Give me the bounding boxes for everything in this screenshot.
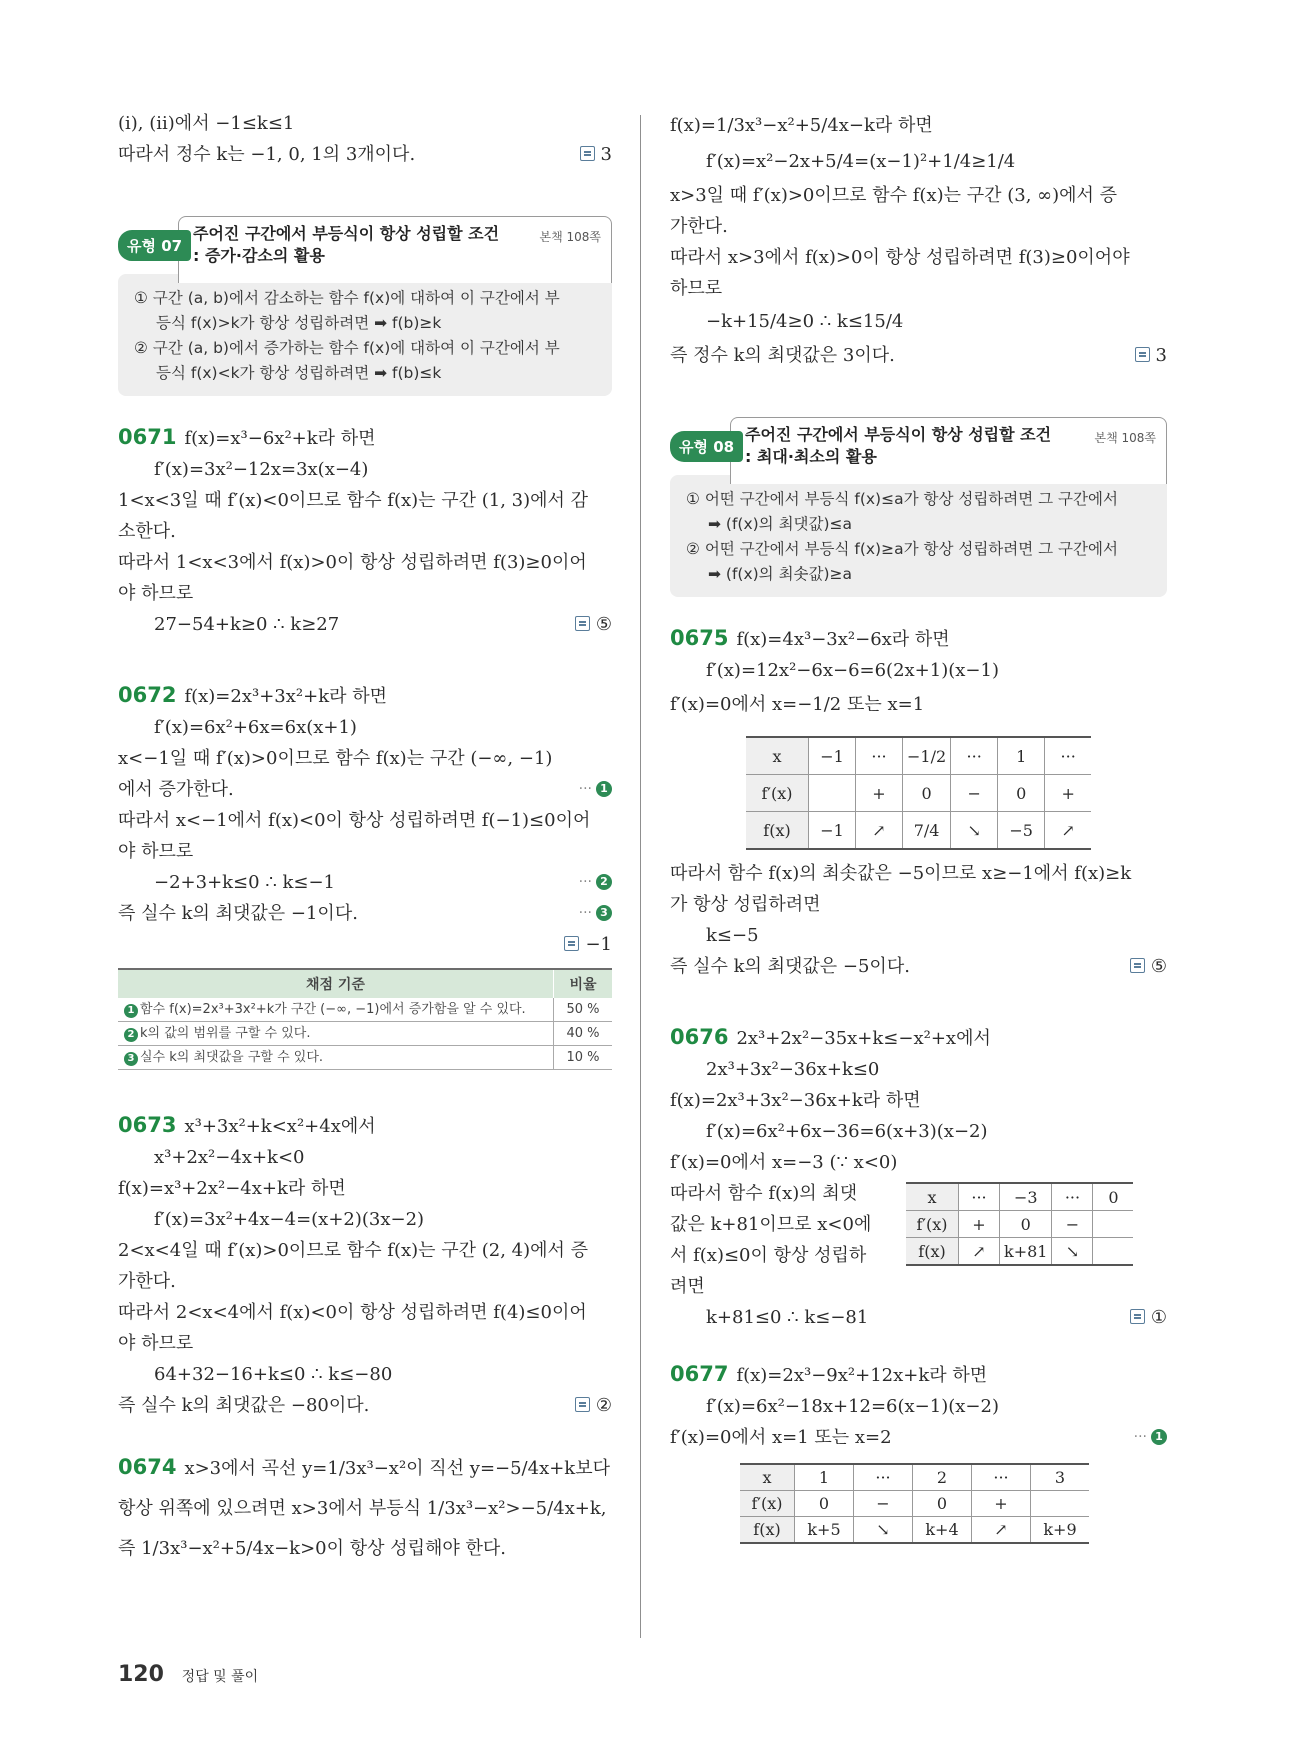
variation-table-0676 — [906, 1182, 1133, 1266]
table-row: f(x) −1 ↗ 7/4 ↘ −5 ↗ — [746, 812, 1091, 850]
step-mark-3: ··· 3 — [579, 898, 612, 929]
answer-0676: ① — [1130, 1302, 1167, 1333]
table-row: x ··· −3 ··· 0 — [906, 1183, 1133, 1211]
intro-line-1: (ⅰ), (ⅱ)에서 −1≤k≤1 — [118, 113, 295, 134]
problem-number: 0674 — [118, 1455, 177, 1479]
step-mark-1: ··· 1 — [579, 774, 612, 805]
type-07-box — [118, 216, 612, 396]
answer-0673: ② — [575, 1390, 612, 1421]
table-row: x −1 ··· −1/2 ··· 1 ··· — [746, 737, 1091, 775]
problem-number: 0673 — [118, 1113, 177, 1137]
answer-icon — [575, 616, 590, 631]
table-row: x 1 ··· 2 ··· 3 — [740, 1464, 1089, 1491]
problem-0674: 0674 x>3에서 곡선 y=1/3x³−x²이 직선 y=−5/4x+k보다 항상 위쪽에 있으려면 x>3에서 부등식 1/3x³−x²>−5/4x+k, 즉 1/3x³−x²+5/4x−k>0이 항상 성립해야 한다. — [118, 1455, 610, 1559]
problem-0674-continued: f(x)=1/3x³−x²+5/4x−k라 하면 f′(x)=x²−2x+5/4=(x−1)²+1/4≥1/4 x>3일 때 f′(x)>0이므로 함수 f(x)는 구간 (3, ∞)에서 증 가한다. 따라서 x>3에서 f(x)>0이 항상 성립하려면 f(3)≥0이어야 하므로 −k+15/4≥0 ∴ k≤15/4 즉 정수 k의 최댓값은 3이다. 3 — [670, 108, 1167, 371]
column-divider — [640, 115, 641, 1638]
variation-table-0677 — [740, 1463, 1089, 1544]
answer-0672: −1 — [564, 929, 612, 960]
answer-0671: ⑤ — [575, 609, 612, 640]
answer-icon — [580, 146, 595, 161]
left-column — [118, 108, 612, 1569]
answer-icon — [1130, 958, 1145, 973]
problem-number: 0676 — [670, 1025, 729, 1049]
page-footer — [118, 1662, 258, 1687]
problem-number: 0671 — [118, 425, 177, 449]
table-row: 3 실수 k의 최댓값을 구할 수 있다. 10 % — [118, 1046, 612, 1070]
answer-icon — [1135, 347, 1150, 362]
right-column — [670, 108, 1167, 1544]
type-07-badge: 유형 07 — [118, 230, 191, 261]
problem-number: 0677 — [670, 1362, 729, 1386]
type-08-body: ① 어떤 구간에서 부등식 f(x)≤a가 항상 성립하려면 그 구간에서 ➡ (f(x)의 최댓값)≤a ② 어떤 구간에서 부등식 f(x)≥a가 항상 성립하려면 그 구간에서 ➡ (f(x)의 최솟값)≥a — [670, 475, 1167, 597]
grading-table: 채점 기준 비율 1 함수 f(x)=2x³+3x²+k가 구간 (−∞, −1)에서 증가함을 알 수 있다. 50 % 2 k의 값의 범위를 구할 수 있다. 40 % 3 실수 k의 최댓값을 구할 수 있다. 10 % — [118, 968, 612, 1070]
page-number: 120 — [118, 1662, 164, 1687]
table-row: f′(x) 0 − 0 + — [740, 1491, 1089, 1517]
problem-0672: 0672 f(x)=2x³+3x²+k라 하면 f′(x)=6x²+6x=6x(x+1) x<−1일 때 f′(x)>0이므로 함수 f(x)는 구간 (−∞, −1) 에서 증가한다. ··· 1 따라서 x<−1에서 f(x)<0이 항상 성립하려면 f(−1)≤0이어 야 하므로 −2+3+k≤0 ∴ k≤−1 ··· 2 즉 실수 k의 최댓값은 −1이다. ··· 3 −1 — [118, 680, 612, 960]
problem-0671: 0671 f(x)=x³−6x²+k라 하면 f′(x)=3x²−12x=3x(x−4) 1<x<3일 때 f′(x)<0이므로 함수 f(x)는 구간 (1, 3)에서 감 소한다. 따라서 1<x<3에서 f(x)>0이 항상 성립하려면 f(3)≥0이어 야 하므로 27−54+k≥0 ∴ k≥27 ⑤ — [118, 422, 612, 640]
table-row: 2 k의 값의 범위를 구할 수 있다. 40 % — [118, 1022, 612, 1046]
type-07-body: ① 구간 (a, b)에서 감소하는 함수 f(x)에 대하여 이 구간에서 부 등식 f(x)>k가 항상 성립하려면 ➡ f(b)≥k ② 구간 (a, b)에서 증가하는 함수 f(x)에 대하여 이 구간에서 부 등식 f(x)<k가 항상 성립하려면 ➡ f(b)≤k — [118, 274, 612, 396]
table-row: f(x) k+5 ↘ k+4 ↗ k+9 — [740, 1517, 1089, 1544]
answer-0675: ⑤ — [1130, 951, 1167, 982]
table-row: 1 함수 f(x)=2x³+3x²+k가 구간 (−∞, −1)에서 증가함을 알 수 있다. 50 % — [118, 998, 612, 1022]
variation-table-0675 — [746, 736, 1091, 850]
answer-0674: 3 — [1135, 340, 1167, 371]
problem-number: 0672 — [118, 683, 177, 707]
step-mark-1: ··· 1 — [1134, 1422, 1167, 1453]
problem-0677: 0677 f(x)=2x³−9x²+12x+k라 하면 f′(x)=6x²−18x+12=6(x−1)(x−2) f′(x)=0에서 x=1 또는 x=2 ··· 1 x 1 ··· 2 ··· 3 f′(x) 0 − 0 + f(x) k+5 ↘ k+4 ↗ k+9 — [670, 1359, 1167, 1544]
step-mark-2: ··· 2 — [579, 867, 612, 898]
problem-number: 0675 — [670, 626, 729, 650]
side-text: 따라서 함수 f(x)의 최댓 값은 k+81이므로 x<0에 서 f(x)≤0이 항상 성립하 려면 — [670, 1183, 872, 1297]
answer-icon — [575, 1397, 590, 1412]
type-08-box — [670, 417, 1167, 597]
type-08-ref: 본책 108쪽 — [1094, 431, 1156, 445]
type-08-badge: 유형 08 — [670, 431, 743, 462]
table-row: f(x) ↗ k+81 ↘ — [906, 1238, 1133, 1266]
type-08-title: 주어진 구간에서 부등식이 항상 성립할 조건 : 최대·최소의 활용 본책 108쪽 — [730, 417, 1167, 484]
answer-icon — [1130, 1309, 1145, 1324]
table-row: f′(x) + 0 − 0 + — [746, 775, 1091, 812]
problem-0676: 0676 2x³+2x²−35x+k≤−x²+x에서 2x³+3x²−36x+k≤0 f(x)=2x³+3x²−36x+k라 하면 f′(x)=6x²+6x−36=6(x+3)(x−2) f′(x)=0에서 x=−3 (∵ x<0) 따라서 함수 f(x)의 최댓 값은 k+81이므로 x<0에 서 f(x)≤0이 항상 성립하 려면 x ··· −3 ··· 0 f′(x) + 0 − f(x) ↗ k+81 ↘ k+81≤0 ∴ k≤−81 ① — [670, 1022, 1167, 1333]
answer-icon — [564, 936, 579, 951]
problem-0675: 0675 f(x)=4x³−3x²−6x라 하면 f′(x)=12x²−6x−6=6(2x+1)(x−1) f′(x)=0에서 x=−1/2 또는 x=1 x −1 ··· −1/2 ··· 1 ··· f′(x) + 0 − 0 + f(x) −1 ↗ 7/4 ↘ −5 ↗ 따라서 함수 f(x)의 최솟값은 −5이므로 x≥−1에서 f(x)≥k 가 항상 성립하려면 k≤−5 즉 실수 k의 최댓값은 −5이다. ⑤ — [670, 623, 1167, 982]
type-07-ref: 본책 108쪽 — [539, 230, 601, 244]
intro-answer: 3 — [580, 139, 612, 170]
intro-line-2: 따라서 정수 k는 −1, 0, 1의 3개이다. 3 — [118, 139, 612, 170]
type-07-title: 주어진 구간에서 부등식이 항상 성립할 조건 : 증가·감소의 활용 본책 108쪽 — [178, 216, 612, 283]
table-row: f′(x) + 0 − — [906, 1211, 1133, 1238]
problem-0673: 0673 x³+3x²+k<x²+4x에서 x³+2x²−4x+k<0 f(x)=x³+2x²−4x+k라 하면 f′(x)=3x²+4x−4=(x+2)(3x−2) 2<x<4일 때 f′(x)>0이므로 함수 f(x)는 구간 (2, 4)에서 증 가한다. 따라서 2<x<4에서 f(x)<0이 항상 성립하려면 f(4)≤0이어 야 하므로 64+32−16+k≤0 ∴ k≤−80 즉 실수 k의 최댓값은 −80이다. ② — [118, 1110, 612, 1421]
page-label: 정답 및 풀이 — [181, 1669, 259, 1685]
